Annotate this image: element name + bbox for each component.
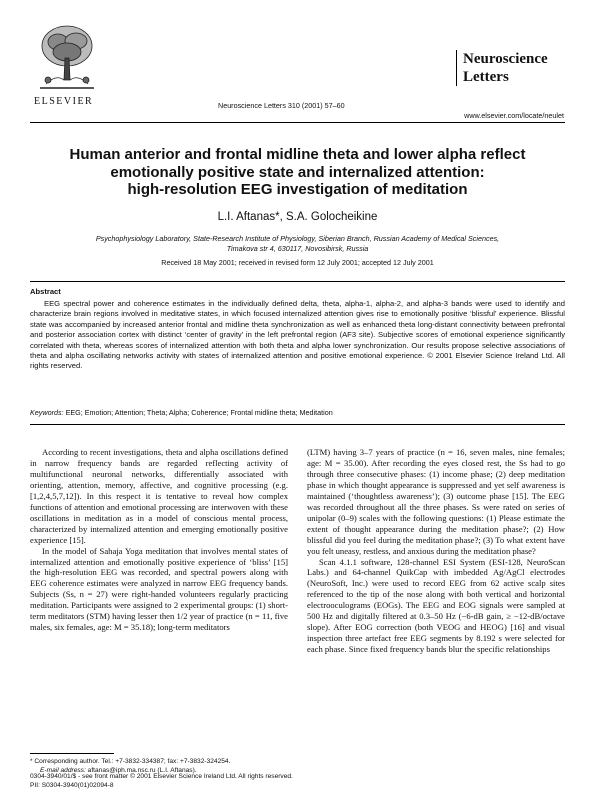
journal-name-line1: Neuroscience	[463, 51, 548, 67]
received-dates: Received 18 May 2001; received in revised form 12 July 2001; accepted 12 July 2001	[161, 258, 434, 267]
affiliation-line: Timakova str 4, 630117, Novosibirsk, Russia	[226, 244, 369, 253]
keywords-list: EEG; Emotion; Attention; Theta; Alpha; Coherence; Frontal midline theta; Meditation	[65, 408, 333, 417]
body-column-left	[30, 447, 288, 633]
title-line: Human anterior and frontal midline theta and lower alpha reflect	[69, 146, 526, 163]
publisher-name: ELSEVIER	[34, 96, 94, 107]
copyright-line: 0304-3940/01/$ - see front matter © 2001 Elsevier Science Ireland Ltd. All rights reserved.	[30, 773, 293, 780]
journal-url[interactable]: www.elsevier.com/locate/neulet	[464, 111, 564, 120]
abstract-heading: Abstract	[30, 287, 61, 296]
footnote-divider	[30, 753, 114, 754]
journal-logo	[456, 50, 573, 86]
article-authors: L.I. Aftanas*, S.A. Golocheikine	[217, 211, 378, 223]
pii-line: PII: S0304-3940(01)02094-8	[30, 782, 114, 789]
email-label: E-mail address:	[40, 766, 86, 774]
abstract-text: EEG spectral power and coherence estimates in the individually defined delta, theta, alpha-1, alpha-2, and alpha-3 bands were used to identify and characterize brain regions involved in meditative states, in which focused internalized attention gives rise to emotionally positive ‘blissful’ experience. Blissful state was accompanied by increased anterior frontal and midline theta synchronization as well as enhanced theta long-distant connectivity between prefrontal and posterior association cortex with distinct ‘center of gravity’ in the left prefrontal region (AF3 site). Subjective scores of emotional experience significantly correlated with theta, whereas scores of internalized attention with both theta and alpha lower synchronization. Our results propose selective associations of theta and alpha oscillating networks activity with states of internalized attention and positive emotional experience. © 2001 Elsevier Science Ireland Ltd. All rights reserved.	[30, 299, 565, 371]
body-paragraph: In the model of Sahaja Yoga meditation that involves mental states of internalized attention and emotionally positive experience of ‘bliss’ [15] the high-resolution EEG was recorded, and spectral powers along with EEG coherence estimates were analyzed in narrow EEG frequency bands. Subjects (Ss, n = 27) were right-handed volunteers regularly practicing meditation. Participants were assigned to 2 experimental groups: (1) short-term meditators (STM) having lesser then 1/2 year of practice (n = 11, five males, six females, age: M = 35.18); long-term meditators	[30, 545, 288, 633]
article-title	[30, 146, 565, 199]
body-paragraph: (LTM) having 3–7 years of practice (n = 16, seven males, nine females; age: M = 35.00). After recording the eyes closed rest, the Ss had to go through three consecutive phases: (1) income phase; (2) deep meditation phase in which thought appearance is suppressed and yet self awareness is maintained (‘thoughtless awareness’); (3) outcome phase [15]. The EEG was recorded throughout all the three phases. Ss were rated on series of unipolar (0–9) scales with the following questions: (1) Please estimate the extent of thought appearance during the meditation phase?; (2) How blissful did you feel during the meditation phase?; (3) To what extent have you felt uneasy, restless, and anxious during the meditation phase?	[307, 447, 565, 556]
keywords	[30, 408, 565, 417]
body-paragraph: According to recent investigations, theta and alpha oscillations defined in narrow frequency bands are regarded reflecting activity of multifunctional neuronal networks, differentially associated with orienting, attention, memory, affective, and cognitive processing (e.g. [1,2,4,5,7,12]). In this respect it is tentative to reveal how complex functions of attention and emotional processing are interwoven with these oscillations in meditation as in a model of conscious mental process, characterized by internalized attention and emerging emotionally positive experience [15].	[30, 447, 288, 545]
header-divider	[30, 122, 565, 123]
journal-name-line2: Letters	[463, 69, 509, 85]
affiliation-line: Psychophysiology Laboratory, State-Research Institute of Physiology, Siberian Branch, Russian Academy of Medical Sciences,	[95, 234, 500, 243]
title-line: emotionally positive state and internalized attention:	[110, 163, 485, 181]
email-address[interactable]: aftanas@iph.ma.nsc.ru (L.I. Aftanas).	[87, 766, 197, 774]
keywords-label: Keywords:	[30, 408, 64, 417]
title-line: high-resolution EEG investigation of meditation	[127, 181, 468, 198]
body-column-right	[307, 447, 565, 655]
elsevier-tree-logo	[36, 22, 98, 92]
journal-citation: Neuroscience Letters 310 (2001) 57–60	[218, 101, 345, 110]
author-affiliation	[30, 234, 565, 254]
corresponding-author-note: * Corresponding author. Tel.: +7-3832-334387; fax: +7-3832-324254.	[30, 758, 231, 765]
body-paragraph: Scan 4.1.1 software, 128-channel ESI System (ESI-128, NeuroScan Labs.) and 64-channel QuikCap with imbedded Ag/AgCl electrodes (NeuroSoft, Inc.) were used to record EEG from 62 active scalp sites referenced to the tip of the nose along with both vertical and horizontal electrooculograms (EOGs). The EEG and EOG signals were sampled at 500 Hz and digitally filtered at 0.3–50 Hz (−6-dB gain, ≥ −12-dB/octave slope). After EOG correction (both VEOG and HEOG) [16] and visual inspection three artefact free EEG segments by 8.192 s were selected for each phase. Since fixed frequency bands blur the specific relationships	[307, 556, 565, 655]
abstract-bottom-divider	[30, 424, 565, 425]
abstract-top-divider	[30, 281, 565, 282]
